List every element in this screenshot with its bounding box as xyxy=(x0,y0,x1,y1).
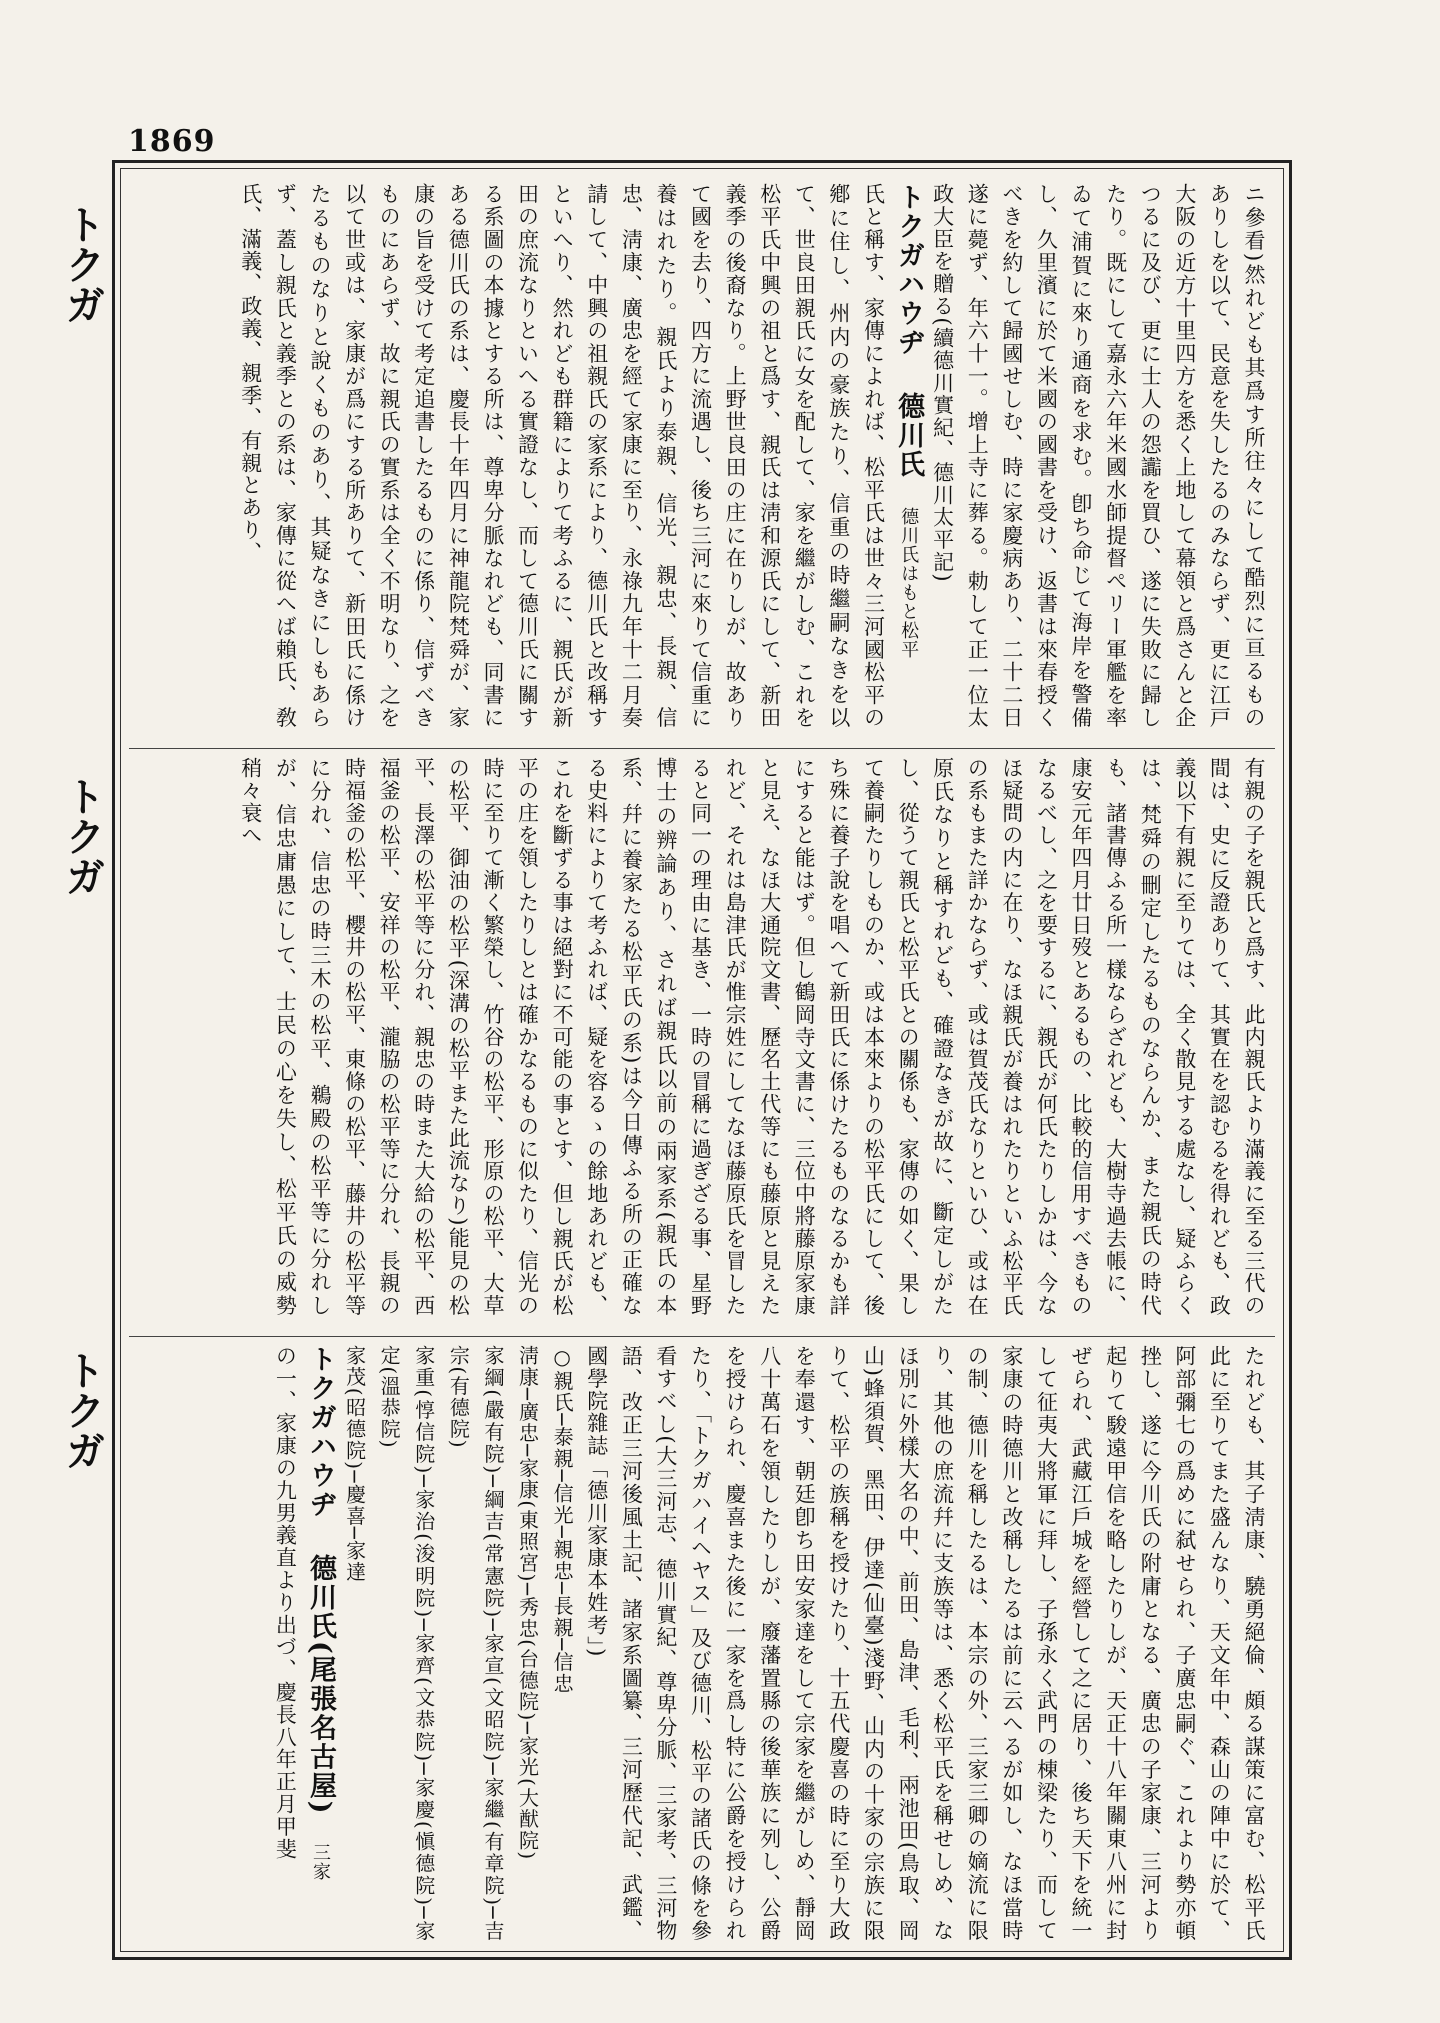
vertical-text-block xyxy=(129,175,1275,735)
page-frame xyxy=(112,160,1292,1960)
thumb-index-label: トクガ xyxy=(59,776,105,896)
entry-heading-note: 三家 xyxy=(309,1843,331,1882)
vertical-text-block xyxy=(129,1337,1275,1948)
entry-heading-name: 德川氏(尾張名古屋) xyxy=(304,1554,336,1816)
genealogy-line: ○親氏─泰親─信光─親忠─長親─信忠 xyxy=(550,1345,575,1695)
genealogy-line: 家茂(昭德院)─慶喜─家達 xyxy=(342,1345,367,1583)
thumb-index-label: トクガ xyxy=(59,204,105,324)
paragraph: 有親の子を親氏と爲す、此内親氏より滿義に至る三代の間は、史に反證ありて、其實在を認むるを得れども、政義以下有親に至りては、全く散見する處なし、疑ふらくは、梵舜の刪定したるものならんか、また親氏の時代も、諸書傳ふる所一樣ならざれども、大樹寺過去帳に、康安元年四月廿日歿とあるもの、比較的信用すべきものなるべし、之を要するに、親氏が何氏たりしかは、今なほ疑問の内に在り、なほ親氏が養はれたりといふ松平氏の系もまた詳かならず、或は賀茂氏なりといひ、或は在原氏なりと稱すれども、確證なきが故に、斷定しがたし、從うて親氏と松平氏との關係も、家傳の如く、果して養嗣たりしものか、或は本來よりの松平氏にして、後ち殊に養子說を唱へて新田氏に係けたるものなるかも詳にすると能はず。但し鶴岡寺文書に、三位中將藤原家康と見え、なほ大通院文書、歷名土代等にも藤原と見えたれど、それは島津氏が惟宗姓にしてなほ藤原氏を冒したると同一の理由に基き、一時の冒稱に過ぎざる事、星野博士の辨論あり、されば親氏以前の兩家系(親氏の本系、幷に養家たる松平氏の系)は今日傳ふる所の正確なる史料によりて考ふれば、疑を容るゝの餘地あれども、これを斷ずる事は絕對に不可能の事とす、但し親氏が松平の庄を領したりしとは確かなるものに似たり、信光の時に至りて漸く繁榮し、竹谷の松平、形原の松平、大草の松平、御油の松平(深溝の松平また此流なり)能見の松平、長澤の松平等に分れ、親忠の時また大給の松平、西福釜の松平、安祥の松平、瀧脇の松平等に分れ、長親の時福釜の松平、櫻井の松平、東條の松平、藤井の松平等に分れ、信忠の時三木の松平、鵜殿の松平等に分れしが、信忠庸愚にして、士民の心を失し、松平氏の威勢稍々衰へ xyxy=(238,757,1266,1317)
paragraph: たれども、其子淸康、驍勇絕倫、頗る謀策に富む、松平氏此に至りてまた盛んなり、天文年中、森山の陣中に於て、阿部彌七の爲めに弑せられ、子廣忠嗣ぐ、これより勢亦頓挫し、遂に今川氏の附庸となる、廣忠の子家康、三河より起りて駿遠甲信を略したりしが、天正十八年關東八州に封ぜられ、武藏江戶城を經營して之に居り、後ち天下を統一して征夷大將軍に拜し、子孫永く武門の棟梁たり、而して家康の時德川と改稱したるは前に云へるが如し、なほ當時の制、德川を稱したるは、本宗の外、三家三卿の嫡流に限り、其他の庶流幷に支族等は、悉く松平氏を稱せしめ、なほ別に外樣大名の中、前田、島津、毛利、兩池田(鳥取、岡山)蜂須賀、黑田、伊達(仙臺)淺野、山内の十家の宗族に限りて、松平の族稱を授けたり、十五代慶喜の時に至り大政を奉還す、朝廷卽ち田安家達をして宗家を繼がしめ、靜岡八十萬石を領したりしが、廢藩置縣の後華族に列し、公爵を授けられ、慶喜また後に一家を爲し特に公爵を授けられたり、「トクガハイヘヤス」及び德川、松平の諸氏の條を參看すべし(大三河志、德川實紀、尊卑分脈、三家考、三河物語、改正三河後風土記、諸家系圖纂、三河歷代記、武鑑、國學院雜誌「德川家康本姓考」) xyxy=(584,1345,1266,1942)
vertical-text-block xyxy=(129,749,1275,1323)
paragraph: ニ參看)然れども其爲す所往々にして酷烈に亘るものありしを以て、民意を失したるのみならず、更に江戸大阪の近方十里四方を悉く上地して幕領と爲さんと企つるに及び、更に士人の怨讟を買ひ、遂に失敗に歸したり。既にして嘉永六年米國水師提督ぺリー軍艦を率ゐて浦賀に來り通商を求む。卽ち命じて海岸を警備し、久里濱に於て米國の國書を受け、返書は來春授くべきを約して歸國せしむ、時に家慶病あり、二十二日遂に薨ず、年六十一。增上寺に葬る。勅して正一位太政大臣を贈る(續德川實紀、德川太平記) xyxy=(930,183,1266,729)
genealogy-line: 家綱(嚴有院)─綱吉(常憲院)─家宣(文昭院)─家繼(有章院)─吉宗(有德院) xyxy=(446,1345,505,1942)
text-panel-bottom xyxy=(129,1336,1275,1948)
genealogy-line: 淸康─廣忠─家康(東照宮)─秀忠(台德院)─家光(大猷院) xyxy=(515,1345,540,1861)
paragraph: 氏と稱す、家傳によれば、松平氏は世々三河國松平の鄕に住し、州内の豪族たり、信重の時繼嗣なきを以て、世良田親氏に女を配して、家を繼がしむ、これを松平氏中興の祖と爲す、親氏は淸和源氏にして、新田義季の後裔なり。上野世良田の庄に在りしが、故ありて國を去り、四方に流遇し、後ち三河に來りて信重に養はれたり。親氏より泰親、信光、親忠、長親、信忠、淸康、廣忠を經て家康に至り、永祿九年十二月奏請して、中興の祖親氏の家系により、德川氏と改稱すといへり、然れども群籍によりて考ふるに、親氏が新田の庶流なりといへる實證なし、而して德川氏に關する系圖の本據とする所は、尊卑分脈なれども、同書にある德川氏の系は、慶長十年四月に神龍院梵舜が、家康の旨を受けて考定追書したるものに係り、信ずべきものにあらず、故に親氏の實系は全く不明なり、之を以て世或は、家康が爲にする所ありて、新田氏に係けたるものなりと說くものあり、其疑なきにしもあらず、蓋し親氏と義季との系は、家傳に從へば賴氏、敎氏、滿義、政義、親季、有親とあり、 xyxy=(238,183,886,729)
text-panel-top xyxy=(129,175,1275,735)
entry-heading-note: 德川氏はもと松平 xyxy=(898,506,920,659)
text-panel-middle xyxy=(129,748,1275,1323)
entry-heading-kana: トクガハウヂ xyxy=(893,183,925,357)
genealogy-line: 家重(惇信院)─家治(浚明院)─家齊(文恭院)─家慶(愼德院)─家定(溫恭院) xyxy=(377,1345,436,1942)
paragraph: の一、家康の九男義直より出づ、慶長八年正月甲斐 xyxy=(273,1345,298,1861)
entry-heading-name: 德川氏 xyxy=(893,392,925,480)
page-number: 1869 xyxy=(128,124,216,159)
entry-heading xyxy=(302,1345,337,1942)
thumb-index-label: トクガ xyxy=(59,1350,105,1470)
entry-heading xyxy=(890,183,925,729)
entry-heading-kana: トクガハウヂ xyxy=(304,1345,336,1519)
